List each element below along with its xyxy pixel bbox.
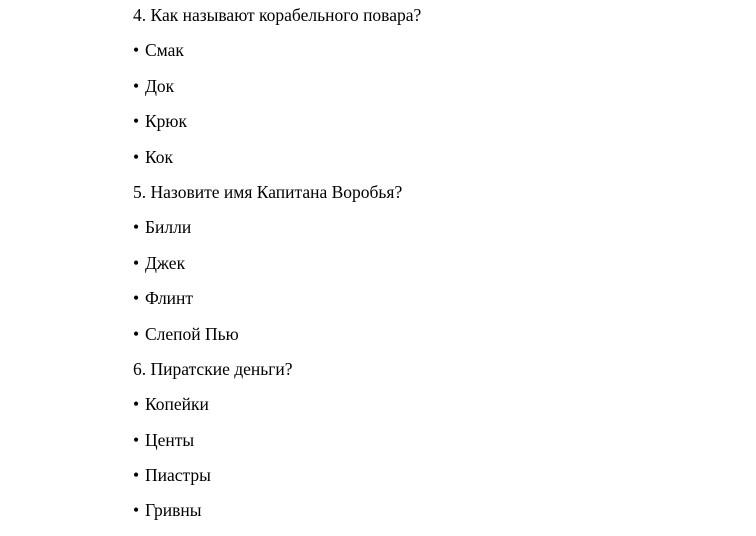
bullet-icon: • [133, 323, 140, 344]
bullet-icon: • [133, 500, 140, 521]
bullet-icon: • [133, 394, 140, 415]
answer-option-label: Центы [145, 429, 195, 450]
answer-option [133, 288, 733, 323]
answer-option-label: Кок [145, 146, 174, 167]
answer-option-label: Билли [145, 217, 192, 238]
bullet-icon: • [133, 429, 140, 450]
question-heading: 6. Пиратские деньги? [133, 358, 293, 379]
answer-option [133, 253, 733, 288]
bullet-icon: • [133, 146, 140, 167]
bullet-icon: • [133, 111, 140, 132]
answer-option-label: Джек [145, 252, 186, 273]
answer-option [133, 465, 733, 500]
answer-option [133, 324, 733, 359]
quiz-document [133, 5, 733, 536]
answer-option-label: Смак [145, 40, 184, 61]
answer-option-label: Док [145, 75, 175, 96]
answer-option-label: Слепой Пью [145, 323, 239, 344]
answer-option-label: Пиастры [145, 465, 211, 486]
answer-option-label: Копейки [145, 394, 209, 415]
answer-option-label: Флинт [145, 288, 194, 309]
bullet-icon: • [133, 75, 140, 96]
answer-option [133, 111, 733, 146]
bullet-icon: • [133, 288, 140, 309]
answer-option-label: Гривны [145, 500, 202, 521]
answer-option [133, 500, 733, 535]
question-heading: 4. Как называют корабельного повара? [133, 5, 422, 25]
bullet-icon: • [133, 252, 140, 273]
question-heading: 5. Назовите имя Капитана Воробья? [133, 181, 403, 202]
answer-option [133, 394, 733, 429]
answer-option-label: Крюк [145, 111, 187, 132]
bullet-icon: • [133, 40, 140, 61]
answer-option [133, 147, 733, 182]
answer-option [133, 76, 733, 111]
answer-option [133, 40, 733, 75]
answer-option [133, 430, 733, 465]
bullet-icon: • [133, 465, 140, 486]
bullet-icon: • [133, 217, 140, 238]
answer-option [133, 217, 733, 252]
